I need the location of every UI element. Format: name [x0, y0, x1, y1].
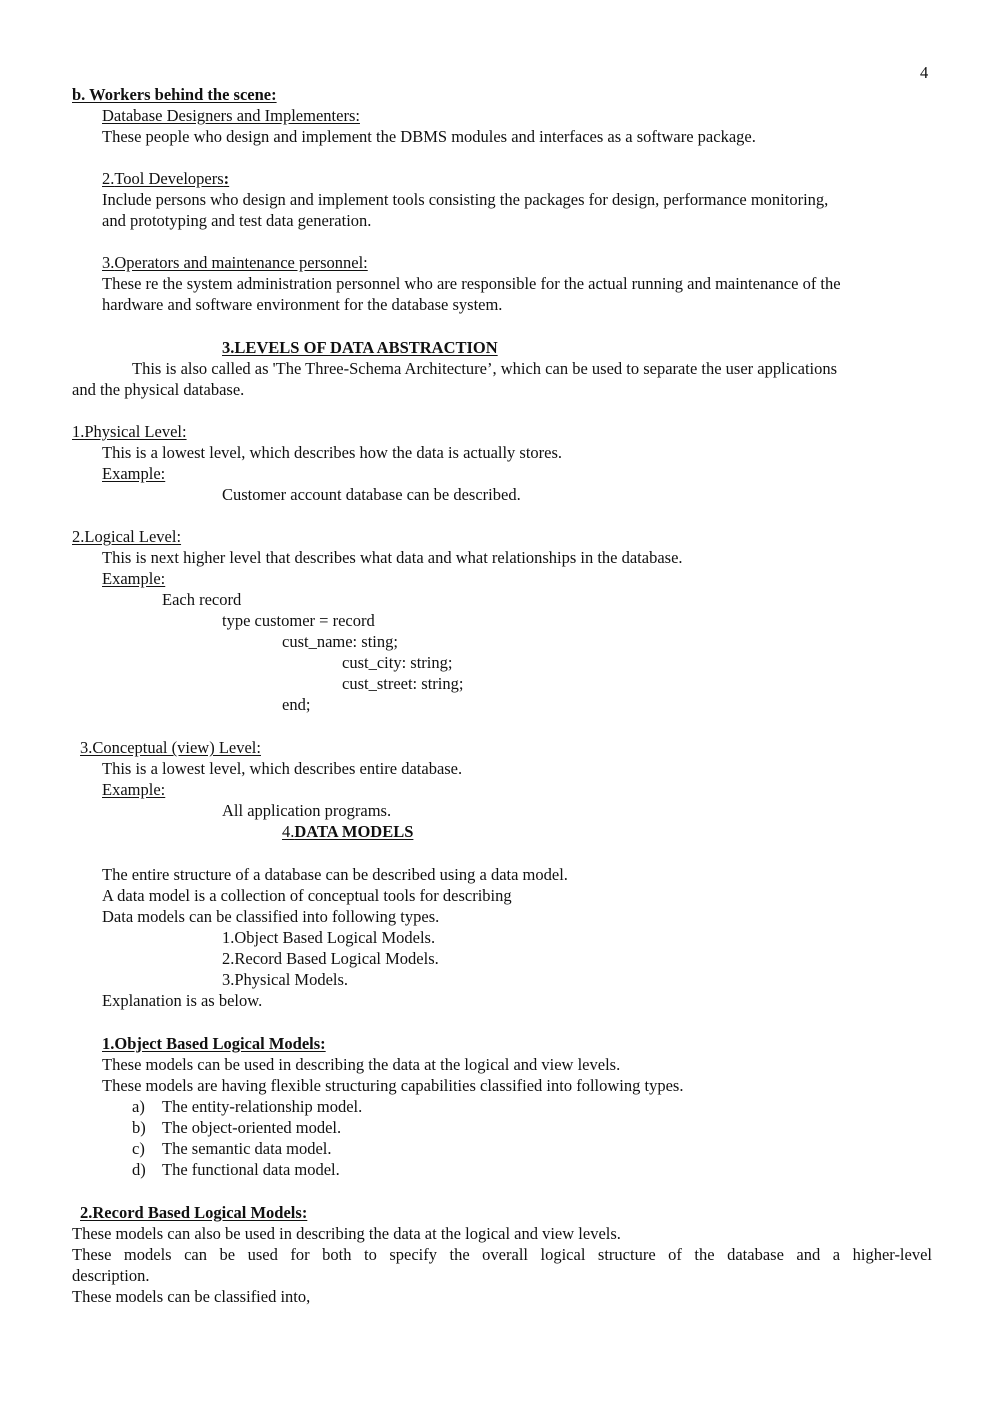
item1-text: These people who design and implement the DBMS modules and interfaces as a software package.	[102, 127, 756, 146]
levels-intro-line2: and the physical database.	[72, 380, 245, 399]
list-item-text: The object-oriented model.	[162, 1118, 342, 1137]
item2-line1: Include persons who design and implement tools consisting the packages for design, performance monitoring,	[102, 190, 829, 209]
item3-title-text: Operators and maintenance personnel:	[114, 253, 368, 272]
item3-line1: These re the system administration personnel who are responsible for the actual running and maintenance of the	[102, 274, 841, 293]
list-item-label: d)	[132, 1160, 146, 1179]
list-item-text: The entity-relationship model.	[162, 1097, 363, 1116]
data-model-type: 3.Physical Models.	[222, 970, 349, 989]
data-model-type: 2.Record Based Logical Models.	[222, 949, 439, 968]
record-based-line1: These models can also be used in describing the data at the logical and view levels.	[72, 1224, 621, 1243]
logical-code-line: cust_name: sting;	[282, 632, 398, 651]
physical-example-label: Example:	[102, 464, 166, 483]
item1-title: Database Designers and Implementers:	[102, 106, 360, 125]
logical-code-line: cust_city: string;	[342, 653, 453, 672]
logical-code-line: cust_street: string;	[342, 674, 464, 693]
logical-code-line: type customer = record	[222, 611, 375, 630]
section-heading-data-models	[282, 821, 413, 842]
data-models-explanation: Explanation is as below.	[102, 991, 263, 1010]
record-based-line2: These models can be used for both to specify the overall logical structure of the database and a higher-level	[72, 1245, 932, 1264]
item2-title-colon: :	[223, 169, 230, 188]
list-item-label: b)	[132, 1118, 146, 1137]
object-based-line2: These models are having flexible structuring capabilities classified into following types.	[102, 1076, 684, 1095]
item3-line2: hardware and software environment for the database system.	[102, 295, 503, 314]
logical-example-label: Example:	[102, 569, 166, 588]
data-model-type: 1.Object Based Logical Models.	[222, 928, 436, 947]
record-based-heading: 2.Record Based Logical Models:	[80, 1203, 308, 1222]
data-models-intro-line: A data model is a collection of conceptual tools for describing	[102, 886, 512, 905]
record-based-line3: description.	[72, 1266, 150, 1285]
logical-code-line: end;	[282, 695, 311, 714]
section-heading-levels: 3.LEVELS OF DATA ABSTRACTION	[222, 338, 498, 357]
page-number: 4	[920, 63, 929, 82]
data-models-heading-text: DATA MODELS	[294, 822, 414, 841]
object-based-heading: 1.Object Based Logical Models:	[102, 1034, 326, 1053]
data-models-intro-line: Data models can be classified into following types.	[102, 907, 440, 926]
logical-level-text: This is next higher level that describes what data and what relationships in the database.	[102, 548, 683, 567]
section-heading-workers: b. Workers behind the scene:	[72, 85, 277, 104]
physical-example: Customer account database can be described.	[222, 485, 521, 504]
levels-intro-line1: This is also called as 'The Three-Schema Architecture’, which can be used to separate the user applications	[132, 359, 838, 378]
list-item-label: a)	[132, 1097, 145, 1116]
item3-title	[102, 252, 368, 273]
record-based-line4: These models can be classified into,	[72, 1287, 311, 1306]
object-based-line1: These models can be used in describing the data at the logical and view levels.	[102, 1055, 621, 1074]
conceptual-example: All application programs.	[222, 801, 392, 820]
item2-line2: and prototyping and test data generation.	[102, 211, 372, 230]
item2-title-num: 2.	[102, 169, 115, 188]
data-models-heading-num: 4.	[282, 822, 295, 841]
conceptual-example-label: Example:	[102, 780, 166, 799]
list-item-text: The functional data model.	[162, 1160, 340, 1179]
data-models-intro-line: The entire structure of a database can be described using a data model.	[102, 865, 568, 884]
logical-level-title: 2.Logical Level:	[72, 527, 182, 546]
item2-title	[102, 168, 229, 189]
physical-level-text: This is a lowest level, which describes how the data is actually stores.	[102, 443, 563, 462]
item3-title-num: 3.	[102, 253, 115, 272]
conceptual-level-text: This is a lowest level, which describes entire database.	[102, 759, 463, 778]
item2-title-text: Tool Developers	[114, 169, 224, 188]
conceptual-level-title: 3.Conceptual (view) Level:	[80, 738, 261, 757]
list-item-text: The semantic data model.	[162, 1139, 332, 1158]
logical-code-line: Each record	[162, 590, 242, 609]
physical-level-title: 1.Physical Level:	[72, 422, 187, 441]
list-item-label: c)	[132, 1139, 145, 1158]
